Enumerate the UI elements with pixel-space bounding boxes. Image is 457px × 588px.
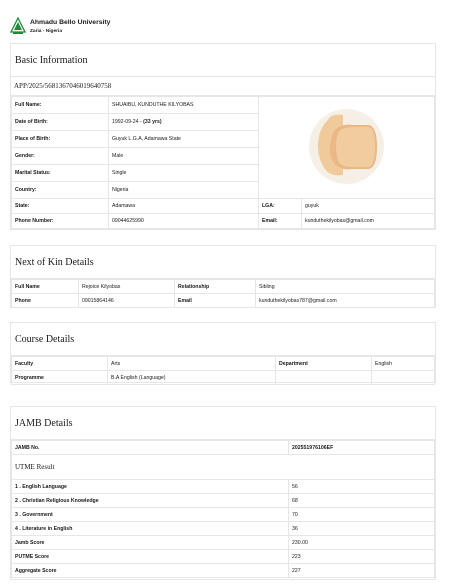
kin-name-label: Full Name [12,280,79,294]
lga-label: LGA: [259,199,302,214]
table-row [12,199,435,214]
university-name: Ahmadu Bello University [30,19,111,26]
jamb-details-table [11,440,435,578]
field-label: Gender: [12,148,109,165]
subject-score: 36 [289,522,435,536]
table-row [12,371,435,385]
section-title: JAMB Details [11,407,435,440]
photo-cell [259,97,435,199]
section-title: Next of Kin Details [11,246,435,279]
programme-value: B.A English (Language) [108,371,276,385]
field-value: Guyuk L.G.A, Adamawa State [109,131,259,148]
department-value: English [372,357,435,371]
table-row [12,441,435,455]
age-value: (33 yrs) [143,119,162,125]
field-value [109,114,259,131]
table-row [12,214,435,229]
kin-phone-label: Phone [12,294,79,308]
subject-label: 1 . English Language [12,480,289,494]
kin-relationship-label: Relationship [175,280,256,294]
field-value: Nigeria [109,182,259,199]
faculty-value: Arts [108,357,276,371]
table-row [12,455,435,480]
kin-email-label: Email [175,294,256,308]
table-row [12,97,435,114]
field-value: Adamawa [109,199,259,214]
university-location: Zaria - Nigeria [30,29,62,34]
field-label: Full Name: [12,97,109,114]
putme-score-value: 223 [289,550,435,564]
kin-phone-value: 09015864146 [79,294,175,308]
subject-label: 4 . Literature in English [12,522,289,536]
dob-value: 1992-09-24 - [112,119,142,125]
basic-information-card [10,43,436,230]
abu-crest-icon [10,17,26,35]
department-label: Department [276,357,372,371]
jamb-number-value: 202551976106EF [289,441,435,455]
university-header [8,16,449,38]
putme-score-label: PUTME Score [12,550,289,564]
jamb-score-label: Jamb Score [12,536,289,550]
application-number: APP/2025/5681367046019640758 [11,77,435,96]
section-title: Basic Information [11,44,435,77]
kin-name-value: Rejoice Kilyobas [79,280,175,294]
field-value: SHUAIBU, KUNDUTHE KILYOBAS [109,97,259,114]
kin-email-value: kunduthekilyobas787@gmail.com [256,294,435,308]
table-row [12,564,435,578]
table-row [12,536,435,550]
field-value: 09044625990 [109,214,259,229]
programme-label: Programme [12,371,108,385]
lga-value: guyuk [302,199,435,214]
table-row [12,550,435,564]
course-details-card [10,322,436,383]
field-label: Marital Status: [12,165,109,182]
table-row [12,480,435,494]
field-label: Country: [12,182,109,199]
table-row [12,522,435,536]
basic-info-table [11,96,435,229]
empty-cell [276,371,372,385]
field-label: Place of Birth: [12,131,109,148]
subject-score: 56 [289,480,435,494]
placeholder-avatar-icon [309,109,384,184]
subject-label: 3 . Government [12,508,289,522]
next-of-kin-card [10,245,436,308]
field-value: Male [109,148,259,165]
field-label: Phone Number: [12,214,109,229]
aggregate-score-label: Aggregate Score [12,564,289,578]
subject-label: 2 . Christian Religious Knowledge [12,494,289,508]
table-row [12,494,435,508]
subject-score: 70 [289,508,435,522]
next-of-kin-table [11,279,435,308]
table-row [12,508,435,522]
aggregate-score-value: 227 [289,564,435,578]
field-label: State: [12,199,109,214]
email-value: kunduthekilyobas@gmail.com [302,214,435,229]
faculty-label: Faculty [12,357,108,371]
utme-result-heading: UTME Result [12,455,435,480]
kin-relationship-value: Sibling [256,280,435,294]
table-row [12,357,435,371]
empty-cell [372,371,435,385]
email-label: Email: [259,214,302,229]
field-label: Date of Birth: [12,114,109,131]
jamb-details-card [10,406,436,580]
course-details-table [11,356,435,385]
table-row [12,280,435,294]
subject-score: 68 [289,494,435,508]
field-value: Single [109,165,259,182]
section-title: Course Details [11,323,435,356]
jamb-number-label: JAMB No. [12,441,289,455]
table-row [12,294,435,308]
jamb-score-value: 230.00 [289,536,435,550]
